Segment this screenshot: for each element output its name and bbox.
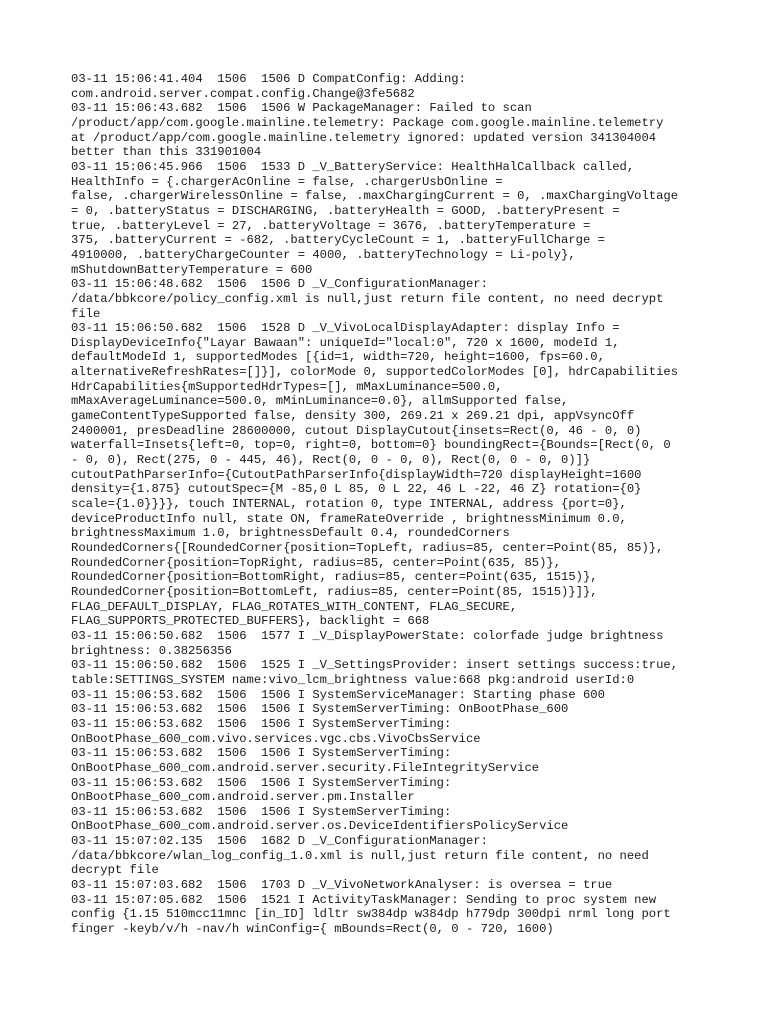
log-line: 03-11 15:06:53.682 1506 1506 I SystemServerTiming: xyxy=(71,716,452,731)
log-line: /data/bbkcore/policy_config.xml is null,just return file content, no need decrypt xyxy=(71,291,664,306)
log-line: 03-11 15:06:43.682 1506 1506 W PackageManager: Failed to scan xyxy=(71,101,532,116)
log-line: gameContentTypeSupported false, density 300, 269.21 x 269.21 dpi, appVsyncOff xyxy=(71,409,635,424)
log-line: mMaxAverageLuminance=500.0, mMinLuminance=0.0}, allmSupported false, xyxy=(71,394,569,409)
log-line: /data/bbkcore/wlan_log_config_1.0.xml is null,just return file content, no need xyxy=(71,848,649,863)
log-line: cutoutPathParserInfo={CutoutPathParserInfo{displayWidth=720 displayHeight=1600 xyxy=(71,467,642,482)
log-line: 03-11 15:06:53.682 1506 1506 I SystemServerTiming: OnBootPhase_600 xyxy=(71,702,569,717)
log-document xyxy=(71,72,751,937)
log-line: - 0, 0), Rect(275, 0 - 445, 46), Rect(0, 0 - 0, 0), Rect(0, 0 - 0, 0)]} xyxy=(71,453,591,468)
log-line: RoundedCorner{position=BottomLeft, radius=85, center=Point(85, 1515)}]}, xyxy=(71,584,598,599)
log-line: 2400001, presDeadline 28600000, cutout DisplayCutout{insets=Rect(0, 46 - 0, 0) xyxy=(71,423,642,438)
log-line: alternativeRefreshRates=[]}], colorMode 0, supportedColorModes [0], hdrCapabilities xyxy=(71,365,679,380)
log-line: 03-11 15:06:41.404 1506 1506 D CompatConfig: Adding: xyxy=(71,72,466,86)
log-line: 03-11 15:06:53.682 1506 1506 I SystemServerTiming: xyxy=(71,804,452,819)
log-line: DisplayDeviceInfo{"Layar Bawaan": uniqueId="local:0", 720 x 1600, modeId 1, xyxy=(71,335,620,350)
log-line: 375, .batteryCurrent = -682, .batteryCycleCount = 1, .batteryFullCharge = xyxy=(71,233,605,248)
log-line: 03-11 15:07:05.682 1506 1521 I ActivityTaskManager: Sending to proc system new xyxy=(71,892,657,907)
log-line: 4910000, .batteryChargeCounter = 4000, .batteryTechnology = Li-poly}, xyxy=(71,247,576,262)
log-line: HealthInfo = {.chargerAcOnline = false, .chargerUsbOnline = xyxy=(71,174,503,189)
log-line: FLAG_DEFAULT_DISPLAY, FLAG_ROTATES_WITH_CONTENT, FLAG_SECURE, xyxy=(71,599,518,614)
log-line: density={1.875} cutoutSpec={M -85,0 L 85, 0 L 22, 46 L -22, 46 Z} rotation={0} xyxy=(71,482,642,497)
log-line: brightness: 0.38256356 xyxy=(71,643,232,658)
log-line: mShutdownBatteryTemperature = 600 xyxy=(71,262,313,277)
log-line: RoundedCorner{position=BottomRight, radius=85, center=Point(635, 1515)}, xyxy=(71,570,598,585)
log-line: FLAG_SUPPORTS_PROTECTED_BUFFERS}, backlight = 668 xyxy=(71,614,430,629)
log-line: deviceProductInfo null, state ON, frameRateOverride , brightnessMinimum 0.0, xyxy=(71,511,627,526)
log-line: 03-11 15:06:48.682 1506 1506 D _V_ConfigurationManager: xyxy=(71,277,488,292)
log-line: 03-11 15:07:02.135 1506 1682 D _V_ConfigurationManager: xyxy=(71,834,488,849)
log-line: OnBootPhase_600_com.android.server.pm.Installer xyxy=(71,790,415,805)
log-line: config {1.15 510mcc11mnc [in_ID] ldltr sw384dp w384dp h779dp 300dpi nrml long port xyxy=(71,907,671,922)
log-line: = 0, .batteryStatus = DISCHARGING, .batteryHealth = GOOD, .batteryPresent = xyxy=(71,203,620,218)
log-line: OnBootPhase_600_com.vivo.services.vgc.cbs.VivoCbsService xyxy=(71,731,481,746)
log-line: 03-11 15:06:50.682 1506 1577 I _V_DisplayPowerState: colorfade judge brightness xyxy=(71,628,664,643)
log-line: file xyxy=(71,306,101,321)
log-line: RoundedCorners{[RoundedCorner{position=TopLeft, radius=85, center=Point(85, 85)}, xyxy=(71,541,664,555)
log-line: HdrCapabilities{mSupportedHdrTypes=[], mMaxLuminance=500.0, xyxy=(71,379,503,394)
log-line: decrypt file xyxy=(71,863,159,878)
log-line: defaultModeId 1, supportedModes [{id=1, width=720, height=1600, fps=60.0, xyxy=(71,350,605,365)
log-line: table:SETTINGS_SYSTEM name:vivo_lcm_brightness value:668 pkg:android userId:0 xyxy=(71,672,635,687)
log-line: OnBootPhase_600_com.android.server.os.DeviceIdentifiersPolicyService xyxy=(71,819,569,834)
log-line: 03-11 15:06:45.966 1506 1533 D _V_BatteryService: HealthHalCallback called, xyxy=(71,159,635,174)
log-line: 03-11 15:06:50.682 1506 1528 D _V_VivoLocalDisplayAdapter: display Info = xyxy=(71,321,620,336)
log-line: true, .batteryLevel = 27, .batteryVoltage = 3676, .batteryTemperature = xyxy=(71,218,591,233)
log-line: RoundedCorner{position=TopRight, radius=85, center=Point(635, 85)}, xyxy=(71,555,562,570)
log-line: at /product/app/com.google.mainline.telemetry ignored: updated version 341304004 xyxy=(71,130,657,145)
log-line: 03-11 15:06:53.682 1506 1506 I SystemServiceManager: Starting phase 600 xyxy=(71,687,605,702)
log-line: com.android.server.compat.config.Change@3fe5682 xyxy=(71,86,415,101)
log-line: finger -keyb/v/h -nav/h winConfig={ mBounds=Rect(0, 0 - 720, 1600) xyxy=(71,922,554,937)
log-line: brightnessMaximum 1.0, brightnessDefault 0.4, roundedCorners xyxy=(71,526,510,541)
log-line: waterfall=Insets{left=0, top=0, right=0, bottom=0} boundingRect={Bounds=[Rect(0, 0 xyxy=(71,438,671,453)
log-line: better than this 331901004 xyxy=(71,145,262,160)
log-line: 03-11 15:06:53.682 1506 1506 I SystemServerTiming: xyxy=(71,775,452,790)
log-line: /product/app/com.google.mainline.telemetry: Package com.google.mainline.telemetry xyxy=(71,115,664,130)
log-line: 03-11 15:06:50.682 1506 1525 I _V_SettingsProvider: insert settings success:true, xyxy=(71,658,679,673)
log-line: false, .chargerWirelessOnline = false, .maxChargingCurrent = 0, .maxChargingVoltage xyxy=(71,189,679,204)
log-line: OnBootPhase_600_com.android.server.security.FileIntegrityService xyxy=(71,760,540,775)
log-line: 03-11 15:06:53.682 1506 1506 I SystemServerTiming: xyxy=(71,746,452,761)
log-line: scale={1.0}}}}, touch INTERNAL, rotation 0, type INTERNAL, address {port=0}, xyxy=(71,497,627,512)
log-line: 03-11 15:07:03.682 1506 1703 D _V_VivoNetworkAnalyser: is oversea = true xyxy=(71,878,613,893)
